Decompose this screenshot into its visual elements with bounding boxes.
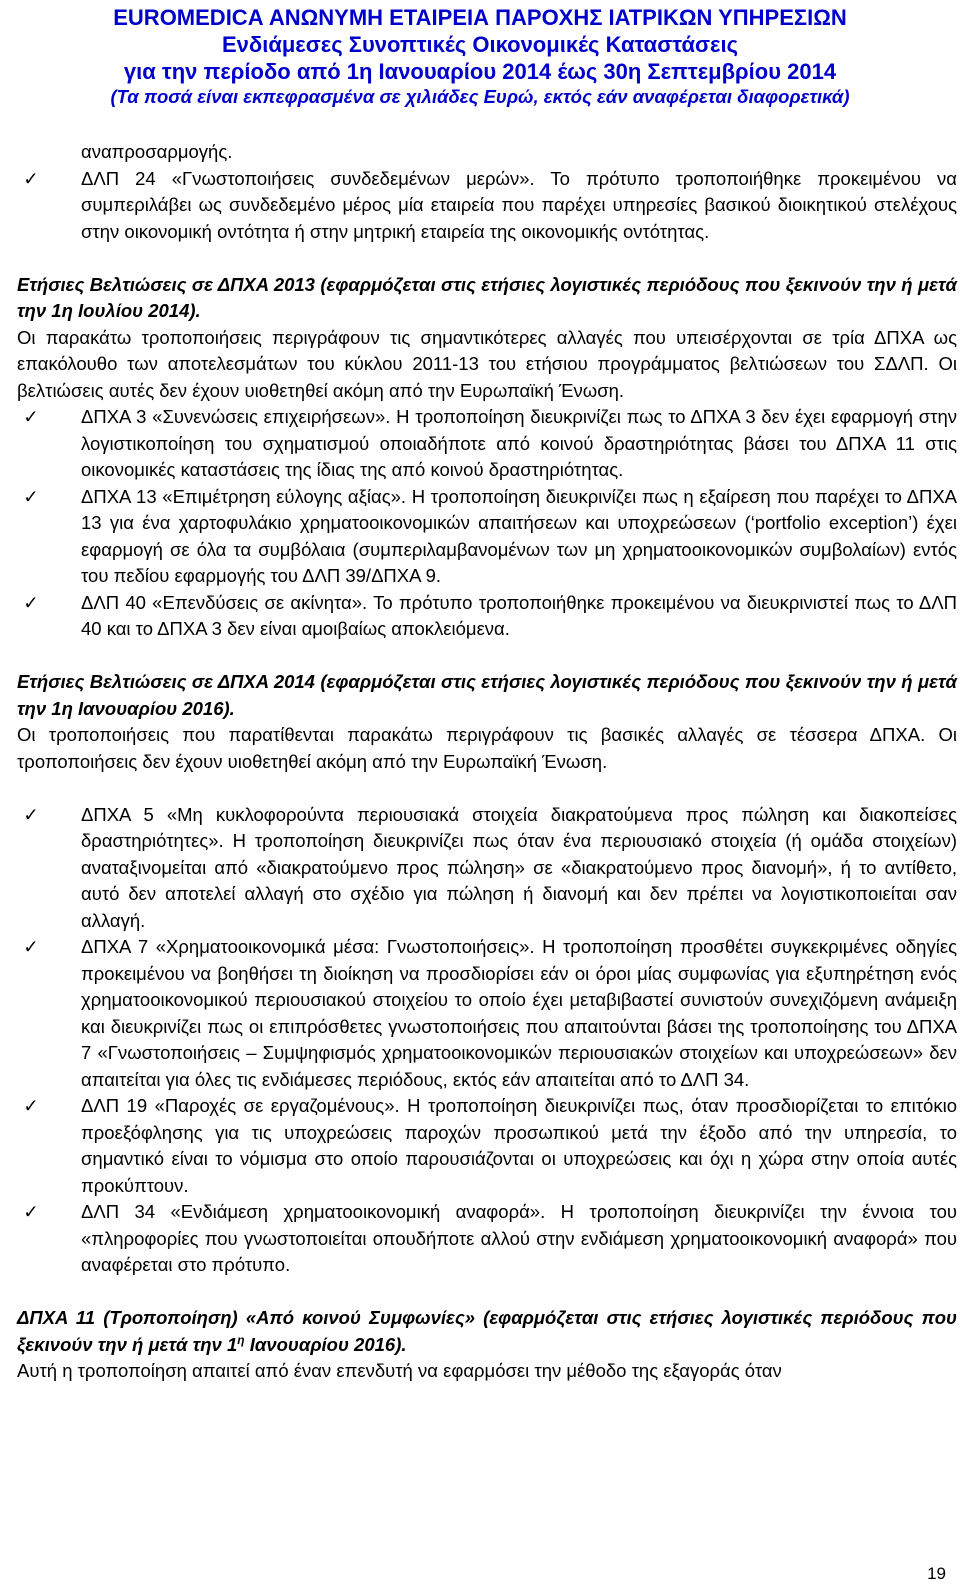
section-intro-2013: Οι παρακάτω τροποποιήσεις περιγράφουν τις σημαντικότερες αλλαγές που υπεισέρχονται σε τρία ΔΠΧΑ ως επακόλουθο των αποτελεσμάτων του κύκλου 2011-13 του ετήσιου προγράμματος βελτιώσεων του ΣΔΛΠ. Οι βελτιώσεις αυτές δεν έχουν υιοθετηθεί ακόμη από την Ευρωπαϊκή Ένωση.: [17, 326, 957, 401]
company-name: EUROMEDICA ΑΝΩΝΥΜΗ ΕΤΑΙΡΕΙΑ ΠΑΡΟΧΗΣ ΙΑΤΡΙΚΩΝ ΥΠΗΡΕΣΙΩΝ: [113, 5, 847, 30]
check-icon: ✓: [23, 591, 39, 613]
list-item-text: ΔΛΠ 40 «Επενδύσεις σε ακίνητα». Το πρότυπο τροποποιήθηκε προκειμένου να διευκρινιστεί πως το ΔΛΠ 40 και το ΔΠΧΑ 3 δεν είναι αμοιβαίως αποκλειόμενα.: [81, 591, 957, 639]
list-item: [17, 1093, 957, 1199]
list-item-text: ΔΠΧΑ 3 «Συνενώσεις επιχειρήσεων». Η τροποποίηση διευκρινίζει πως το ΔΠΧΑ 3 δεν έχει εφαρμογή στην λογιστικοποίηση του σχηματισμού οποιαδήποτε από κοινού δραστηριότητας βάσει του ΔΠΧΑ 11 στις οικονομικές καταστάσεις της ίδιας της από κοινού δραστηριότητας.: [81, 406, 957, 480]
check-icon: ✓: [23, 803, 39, 825]
list-item: [17, 166, 957, 246]
list-item: [17, 590, 957, 643]
statements-title: Ενδιάμεσες Συνοπτικές Οικονομικές Καταστάσεις: [221, 32, 739, 57]
currency-note: (Τα ποσά είναι εκπεφρασμένα σε χιλιάδες Ευρώ, εκτός εάν αναφέρεται διαφορετικά): [110, 86, 850, 107]
list-item-text: ΔΠΧΑ 7 «Χρηματοοικονομικά μέσα: Γνωστοποιήσεις». Η τροποποίηση προσθέτει συγκεκριμένες οδηγίες προκειμένου να βοηθήσει τη διοίκηση να προσδιορίσει εάν οι όροι μίας συμφωνίας για εξυπηρέτηση ενός χρηματοοικονομικού περιουσιακού στοιχείου το οποίο έχει μεταβιβαστεί συνιστούν συνεχιζόμενη ανάμειξη και διευκρινίζει πως οι επιπρόσθετες γνωστοποιήσεις που απαιτούνται βάσει της τροποποίησης του ΔΠΧΑ 7 «Γνωστοποιήσεις – Συμψηφισμός χρηματοοικονομικών περιουσιακών στοιχείων και υποχρεώσεων» δεν απαιτείται για όλες τις ενδιάμεσες περιόδους, εκτός εάν απαιτείται από το ΔΛΠ 34.: [81, 936, 957, 1090]
list-item: [17, 404, 957, 484]
check-icon: ✓: [23, 406, 39, 427]
list-item-text: ΔΛΠ 34 «Ενδιάμεση χρηματοοικονομική αναφορά». Η τροποποίηση διευκρινίζει την έννοια του «πληροφορίες που γνωστοποιείται οπουδήποτε αλλού στην ενδιάμεση χρηματοοικονομική αναφορά» που αναφέρεται στο πρότυπο.: [81, 1201, 957, 1275]
period-title: για την περίοδο από 1η Ιανουαρίου 2014 έως 30η Σεπτεμβρίου 2014: [123, 59, 837, 84]
list-item: [17, 484, 957, 590]
section-heading-ifrs11: ΔΠΧΑ 11 (Τροποποίηση) «Από κοινού Συμφωνίες» (εφαρμόζεται στις ετήσιες λογιστικές περιόδους που ξεκινούν την ή μετά την $1^\eta$ Ιανουαρίου 2016).: [17, 1307, 957, 1355]
check-icon: ✓: [23, 167, 39, 189]
section-text-ifrs11: Αυτή η τροποποίηση απαιτεί από έναν επενδυτή να εφαρμόσει την μέθοδο της εξαγοράς όταν: [17, 1360, 782, 1381]
check-icon: ✓: [23, 1095, 39, 1116]
section-heading-2014: Ετήσιες Βελτιώσεις σε ΔΠΧΑ 2014 (εφαρμόζεται στις ετήσιες λογιστικές περιόδους που ξεκινούν την ή μετά την 1η Ιανουαρίου 2016).: [17, 671, 957, 719]
section-heading-2013: Ετήσιες Βελτιώσεις σε ΔΠΧΑ 2013 (εφαρμόζεται στις ετήσιες λογιστικές περιόδους που ξεκινούν την ή μετά την 1η Ιουλίου 2014).: [17, 273, 957, 321]
list-item: [17, 934, 957, 1093]
list-item-text: ΔΛΠ 24 «Γνωστοποιήσεις συνδεδεμένων μερών». Το πρότυπο τροποποιήθηκε προκειμένου να συμπεριλάβει ως συνδεδεμένο μέρος μία εταιρεία που παρέχει υπηρεσίες βασικού διοικητικού στελέχους στην οικονομική οντότητα ή στην μητρική εταιρεία της οικονομικής οντότητας.: [81, 167, 957, 242]
check-icon: ✓: [23, 1201, 39, 1222]
page-number: 19: [927, 1564, 946, 1583]
list-item-text: ΔΛΠ 19 «Παροχές σε εργαζομένους». Η τροποποίηση διευκρινίζει πως, όταν προσδιορίζεται το επιτόκιο προεξόφλησης για τις υποχρεώσεις παροχών προσωπικού μετά την έξοδο από την υπηρεσία, το σημαντικό είναι το νόμισμα στο οποίο παρουσιάζονται οι υποχρεώσεις και όχι η χώρα στην οποία αυτές προκύπτουν.: [81, 1095, 957, 1196]
page-header: [0, 4, 960, 109]
document-body: [17, 139, 957, 1385]
list-item-text: ΔΠΧΑ 13 «Επιμέτρηση εύλογης αξίας». Η τροποποίηση διευκρινίζει πως η εξαίρεση που παρέχει το ΔΠΧΑ 13 για ένα χαρτοφυλάκιο χρηματοοικονομικών απαιτήσεων και υποχρεώσεων (‘portfolio exception’) έχει εφαρμογή σε όλα τα συμβόλαια (συμπεριλαμβανομένων των μη χρηματοοικονομικών συμβολαίων) εντός του πεδίου εφαρμογής του ΔΛΠ 39/ΔΠΧΑ 9.: [81, 485, 957, 586]
list-item: [17, 1199, 957, 1279]
list-item: [17, 802, 957, 935]
intro-continuation: αναπροσαρμογής.: [81, 141, 233, 162]
section-intro-2014: Οι τροποποιήσεις που παρατίθενται παρακάτω περιγράφουν τις βασικές αλλαγές σε τέσσερα ΔΠΧΑ. Οι τροποποιήσεις δεν έχουν υιοθετηθεί ακόμη από την Ευρωπαϊκή Ένωση.: [17, 724, 957, 772]
check-icon: ✓: [23, 936, 39, 957]
check-icon: ✓: [23, 485, 39, 507]
list-item-text: ΔΠΧΑ 5 «Μη κυκλοφορούντα περιουσιακά στοιχεία διακρατούμενα προς πώληση και διακοπείσες δραστηριότητες». Η τροποποίηση διευκρινίζει πως όταν ένα περιουσιακό στοιχεία (ή ομάδα στοιχείων) αναταξινομείται από «διακρατούμενο προς πώληση» σε «διακρατούμενο προς διανομή», ή το αντίθετο, αυτό δεν αποτελεί αλλαγή στο σχέδιο για πώληση ή διανομή και δεν πρέπει να λογιστικοποιείται σαν αλλαγή.: [81, 803, 957, 931]
